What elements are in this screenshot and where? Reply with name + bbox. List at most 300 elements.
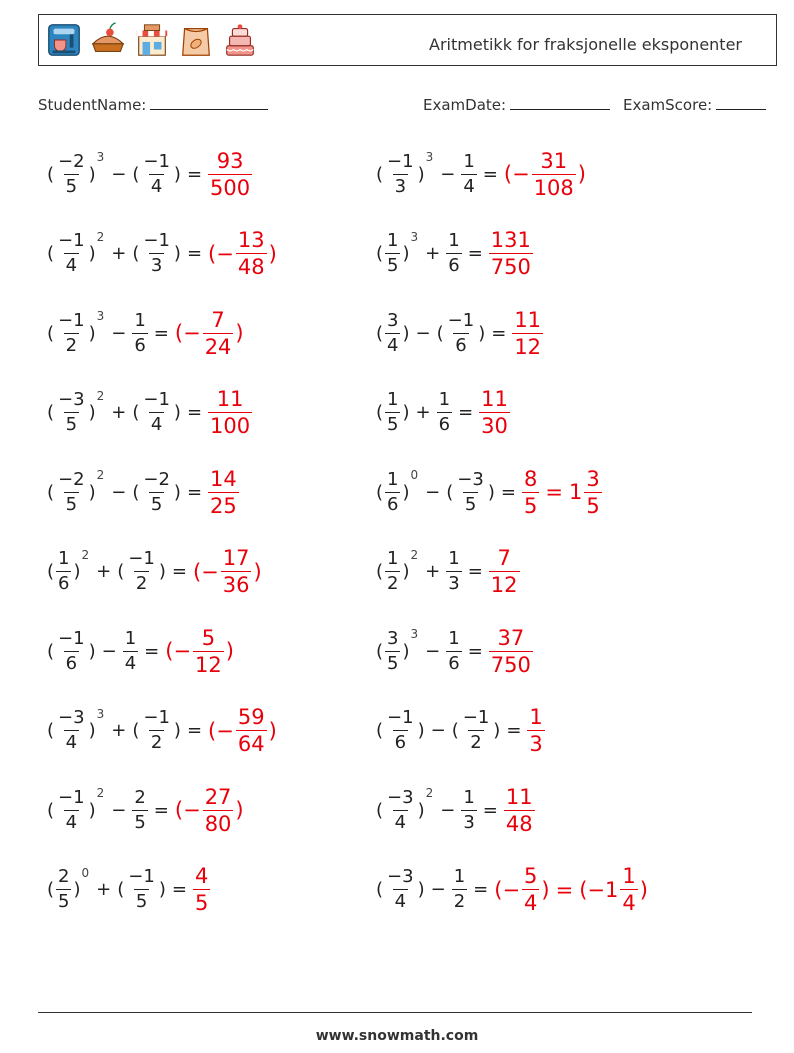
fraction: [522, 863, 539, 916]
symbol: ): [173, 481, 181, 503]
problem-item: [46, 458, 240, 526]
numerator: 7: [211, 307, 225, 332]
symbol: ): [402, 322, 410, 344]
operator: +: [96, 561, 112, 582]
symbol: ): [88, 322, 96, 344]
denominator: 2: [387, 573, 399, 594]
symbol: (: [376, 879, 384, 900]
symbol: ): [268, 718, 277, 743]
numerator: 1: [448, 627, 460, 649]
symbol: (: [376, 402, 384, 423]
operator: =: [186, 402, 203, 423]
fraction: [461, 706, 492, 755]
denominator: 750: [490, 652, 531, 677]
numerator: 11: [481, 387, 508, 411]
operator: =: [186, 720, 203, 741]
symbol: ): [88, 799, 96, 821]
answer: [192, 863, 211, 916]
operator: +: [425, 243, 441, 264]
numerator: 1: [387, 548, 399, 569]
symbol: ): [402, 640, 410, 662]
numerator: 2: [58, 866, 70, 887]
symbol: ): [402, 243, 410, 264]
numerator: 1: [453, 866, 466, 887]
denominator: 5: [58, 891, 70, 912]
numerator: −2: [58, 468, 85, 490]
flour-bag-icon: [177, 21, 215, 59]
symbol: (: [376, 640, 384, 662]
numerator: −1: [387, 150, 414, 172]
operator: −: [101, 640, 117, 662]
symbol: (: [436, 322, 444, 344]
numerator: −2: [143, 468, 170, 490]
symbol: ): [88, 720, 96, 741]
symbol: ): [577, 162, 586, 186]
exam-date-field: [423, 94, 610, 114]
symbol: (: [47, 799, 55, 821]
footer-url: www.snowmath.com: [315, 1028, 479, 1044]
operator: =: [153, 322, 169, 344]
symbol: (−: [208, 718, 234, 743]
fraction: [385, 706, 416, 755]
fraction: [446, 229, 461, 278]
numerator: 11: [216, 387, 244, 411]
answer: [521, 466, 603, 519]
numerator: −2: [58, 150, 85, 172]
denominator: 5: [523, 493, 538, 518]
denominator: 750: [490, 255, 531, 279]
denominator: 5: [387, 255, 399, 276]
fraction: [56, 786, 87, 835]
symbol: ): [541, 877, 550, 902]
denominator: 5: [464, 493, 477, 515]
denominator: 5: [387, 414, 399, 435]
worksheet-header: [38, 14, 777, 66]
numerator: −3: [387, 786, 414, 808]
denominator: 12: [490, 573, 518, 597]
denominator: 6: [448, 255, 460, 276]
denominator: 4: [124, 652, 137, 674]
operator: =: [500, 481, 516, 503]
symbol: ): [88, 243, 96, 264]
denominator: 6: [134, 334, 146, 356]
symbol: ): [235, 798, 244, 822]
symbol: ): [158, 561, 166, 582]
symbol: (: [132, 163, 140, 185]
fraction: [203, 307, 234, 360]
denominator: 5: [135, 891, 148, 912]
symbol: ): [173, 163, 181, 185]
denominator: 48: [237, 255, 265, 279]
operator: =: [186, 163, 203, 185]
numerator: −3: [387, 866, 414, 887]
exponent: 3: [96, 706, 105, 721]
answer: [493, 863, 649, 916]
operator: +: [111, 243, 127, 264]
exponent: 3: [410, 229, 419, 244]
numerator: 14: [210, 466, 237, 491]
symbol: (: [47, 561, 55, 582]
fraction: [221, 545, 252, 598]
denominator: 6: [394, 732, 407, 753]
numerator: 17: [222, 546, 250, 570]
fraction: [236, 227, 267, 280]
problem-item: [375, 140, 587, 208]
denominator: 64: [237, 732, 265, 756]
exponent: 2: [96, 786, 105, 800]
symbol: (: [376, 720, 384, 741]
denominator: 4: [524, 891, 538, 915]
denominator: 5: [150, 493, 163, 515]
numerator: 1: [134, 309, 146, 331]
symbol: (: [376, 561, 384, 582]
denominator: 2: [135, 573, 148, 594]
exam-date-blank[interactable]: [510, 94, 610, 110]
numerator: 1: [448, 230, 460, 251]
symbol: (: [117, 561, 125, 582]
denominator: 4: [65, 255, 78, 276]
fraction: [461, 150, 476, 199]
numerator: 7: [497, 546, 511, 570]
answer: [478, 386, 511, 439]
numerator: −1: [143, 389, 170, 410]
denominator: 3: [448, 573, 460, 594]
denominator: 4: [394, 811, 407, 833]
symbol: (: [132, 402, 140, 423]
numerator: −1: [58, 230, 85, 251]
operator: =: [473, 879, 489, 900]
numerator: 59: [237, 705, 265, 729]
numerator: 1: [463, 786, 475, 808]
fraction: [385, 309, 400, 358]
numerator: −1: [143, 707, 170, 728]
symbol: ): [417, 879, 425, 900]
cherry-pie-icon: [89, 21, 127, 59]
numerator: 37: [497, 625, 525, 650]
symbol: (−: [494, 877, 521, 902]
problem-item: [375, 776, 536, 844]
fraction: [446, 627, 461, 676]
exponent: 2: [96, 229, 105, 244]
operator: =: [171, 561, 187, 582]
numerator: −1: [58, 786, 85, 808]
fraction: [620, 863, 637, 916]
header-icons: [45, 21, 259, 59]
denominator: 6: [448, 652, 460, 674]
exponent: 0: [410, 468, 419, 482]
fraction: [479, 386, 510, 439]
symbol: ): [478, 322, 486, 344]
denominator: 5: [586, 493, 600, 518]
denominator: 4: [387, 334, 399, 356]
symbol: (−: [208, 241, 234, 266]
problem-item: [46, 538, 263, 606]
operator: =: [171, 879, 187, 900]
operator: =: [482, 163, 498, 185]
answer: [488, 545, 521, 598]
exam-score-blank[interactable]: [716, 94, 766, 110]
answer: [192, 545, 263, 598]
denominator: 100: [210, 414, 251, 438]
fraction: [512, 307, 543, 360]
numerator: −1: [58, 309, 85, 331]
symbol: (−: [174, 798, 201, 822]
numerator: 4: [194, 864, 209, 888]
exponent: 3: [96, 309, 105, 323]
symbol: (: [47, 163, 55, 185]
layer-cake-icon: [221, 21, 259, 59]
answer: [174, 784, 245, 837]
problem-item: [375, 617, 534, 685]
operator: =: [153, 799, 169, 821]
operator: =: [545, 480, 563, 504]
symbol: ): [173, 402, 181, 423]
answer: [526, 704, 545, 757]
numerator: −1: [143, 150, 170, 172]
symbol: ): [268, 241, 277, 266]
problem-item: [375, 379, 511, 447]
fraction: [193, 625, 224, 678]
exponent: 3: [410, 627, 419, 641]
exponent: 0: [81, 865, 90, 880]
operator: =: [144, 640, 160, 662]
fraction: [208, 148, 252, 201]
denominator: 4: [150, 414, 163, 435]
symbol: (: [47, 243, 55, 264]
operator: =: [467, 243, 483, 264]
symbol: (: [47, 879, 55, 900]
denominator: 30: [481, 414, 508, 438]
student-name-field: [38, 94, 268, 114]
symbol: (: [132, 481, 140, 503]
symbol: ): [402, 561, 410, 582]
fraction: [489, 545, 520, 598]
fraction: [385, 229, 400, 278]
numerator: 5: [524, 864, 538, 888]
numerator: −3: [58, 707, 85, 728]
operator: −: [111, 799, 127, 821]
answer: [488, 625, 534, 678]
numerator: −1: [128, 548, 155, 569]
numerator: 1: [124, 627, 137, 649]
symbol: (−: [165, 639, 192, 663]
symbol: (: [132, 243, 140, 264]
problem-item: [46, 299, 245, 367]
symbol: (−: [503, 162, 530, 186]
operator: −: [425, 640, 441, 662]
operator: −: [111, 322, 127, 344]
numerator: 1: [622, 864, 636, 888]
operator: =: [458, 402, 474, 423]
denominator: 36: [222, 573, 250, 597]
symbol: (−: [174, 321, 201, 345]
operator: −: [111, 481, 127, 503]
symbol: ): [253, 559, 262, 584]
operator: =: [555, 877, 574, 902]
fraction: [385, 547, 400, 596]
operator: +: [96, 879, 112, 900]
operator: −: [430, 879, 446, 900]
fraction: [489, 625, 533, 678]
denominator: 5: [134, 811, 146, 833]
symbol: ): [487, 481, 495, 503]
numerator: 5: [201, 625, 216, 650]
denominator: 2: [470, 732, 482, 753]
fraction: [446, 547, 461, 596]
fraction: [527, 704, 544, 757]
denominator: 4: [394, 891, 407, 912]
fraction: [236, 704, 267, 757]
problem-item: [375, 220, 534, 288]
fraction: [141, 229, 172, 278]
numerator: 1: [529, 705, 543, 729]
symbol: 1: [568, 480, 583, 504]
problem-item: [375, 458, 603, 526]
numerator: 1: [438, 389, 451, 410]
fraction: [385, 468, 400, 517]
student-name-blank[interactable]: [150, 94, 268, 110]
fraction: [208, 466, 239, 519]
denominator: 24: [204, 334, 232, 359]
worksheet-title: Aritmetikk for fraksjonelle eksponenter: [429, 35, 742, 54]
numerator: −1: [143, 230, 170, 251]
fraction: [141, 468, 172, 517]
problem-item: [46, 220, 278, 288]
denominator: 3: [150, 255, 163, 276]
numerator: 3: [586, 466, 600, 491]
denominator: 80: [204, 811, 232, 836]
fraction: [56, 388, 87, 437]
answer: [207, 386, 253, 439]
fraction: [126, 865, 157, 914]
fraction: [56, 468, 87, 517]
symbol: ): [88, 163, 96, 185]
fraction: [461, 786, 476, 835]
student-name-label: StudentName:: [38, 96, 147, 114]
operator: −: [111, 163, 127, 185]
fraction: [203, 784, 234, 837]
symbol: ): [225, 639, 234, 663]
fraction: [385, 865, 416, 914]
exponent: 3: [425, 150, 434, 164]
operator: −: [440, 163, 456, 185]
symbol: (: [47, 481, 55, 503]
symbol: ): [417, 163, 425, 185]
answer: [503, 148, 587, 201]
fraction: [437, 388, 452, 437]
fraction: [452, 865, 467, 914]
fraction: [141, 150, 172, 199]
symbol: ): [639, 877, 648, 902]
operator: =: [186, 243, 203, 264]
numerator: 1: [58, 548, 70, 569]
denominator: 2: [150, 732, 163, 753]
numerator: 1: [387, 468, 399, 490]
numerator: −1: [387, 707, 414, 728]
denominator: 6: [387, 493, 399, 515]
fraction: [56, 229, 87, 278]
fraction: [385, 150, 416, 199]
numerator: 13: [237, 228, 265, 252]
operator: =: [491, 322, 507, 344]
exponent: 2: [425, 786, 434, 800]
problem-item: [46, 856, 211, 924]
denominator: 108: [533, 175, 574, 200]
exponent: 2: [81, 547, 90, 562]
operator: −: [415, 322, 431, 344]
symbol: (: [446, 481, 454, 503]
symbol: (: [376, 799, 384, 821]
footer-divider: [38, 1012, 752, 1013]
symbol: ): [402, 402, 410, 423]
fraction: [385, 627, 400, 676]
exam-score-field: [623, 94, 766, 114]
denominator: 12: [514, 334, 542, 359]
symbol: ): [73, 879, 81, 900]
fraction: [385, 786, 416, 835]
fraction: [522, 466, 539, 519]
operator: −: [440, 799, 456, 821]
numerator: 8: [523, 466, 538, 491]
fraction: [208, 386, 252, 439]
numerator: 1: [448, 548, 460, 569]
answer: [207, 148, 253, 201]
fraction: [385, 388, 400, 437]
numerator: 11: [505, 784, 533, 809]
symbol: (: [132, 720, 140, 741]
answer: [503, 784, 536, 837]
denominator: 5: [65, 175, 78, 197]
operator: +: [415, 402, 431, 423]
numerator: 2: [134, 786, 146, 808]
symbol: (−1: [579, 877, 619, 902]
symbol: (: [47, 322, 55, 344]
operator: =: [186, 481, 203, 503]
fraction: [56, 865, 71, 914]
answer: [164, 625, 235, 678]
denominator: 5: [65, 414, 78, 435]
denominator: 4: [65, 732, 78, 753]
numerator: 3: [387, 309, 399, 331]
denominator: 12: [195, 652, 222, 677]
denominator: 2: [453, 891, 466, 912]
bakery-shop-icon: [133, 21, 171, 59]
exam-date-label: ExamDate:: [423, 96, 507, 114]
exponent: 2: [410, 547, 419, 562]
symbol: (: [376, 481, 384, 503]
symbol: ): [173, 243, 181, 264]
operator: −: [425, 481, 441, 503]
symbol: ): [88, 402, 96, 423]
numerator: −3: [58, 389, 85, 410]
answer: [511, 307, 544, 360]
symbol: (: [47, 402, 55, 423]
denominator: 5: [387, 652, 399, 674]
exam-score-label: ExamScore:: [623, 96, 713, 114]
numerator: 1: [387, 230, 399, 251]
fraction: [56, 627, 87, 676]
denominator: 4: [65, 811, 78, 833]
symbol: ): [158, 879, 166, 900]
exponent: 2: [96, 388, 105, 403]
symbol: (: [451, 720, 459, 741]
fraction: [584, 466, 601, 519]
fraction: [56, 150, 87, 199]
operator: =: [506, 720, 522, 741]
fraction: [132, 309, 147, 358]
denominator: 6: [65, 652, 78, 674]
numerator: 93: [216, 148, 244, 173]
